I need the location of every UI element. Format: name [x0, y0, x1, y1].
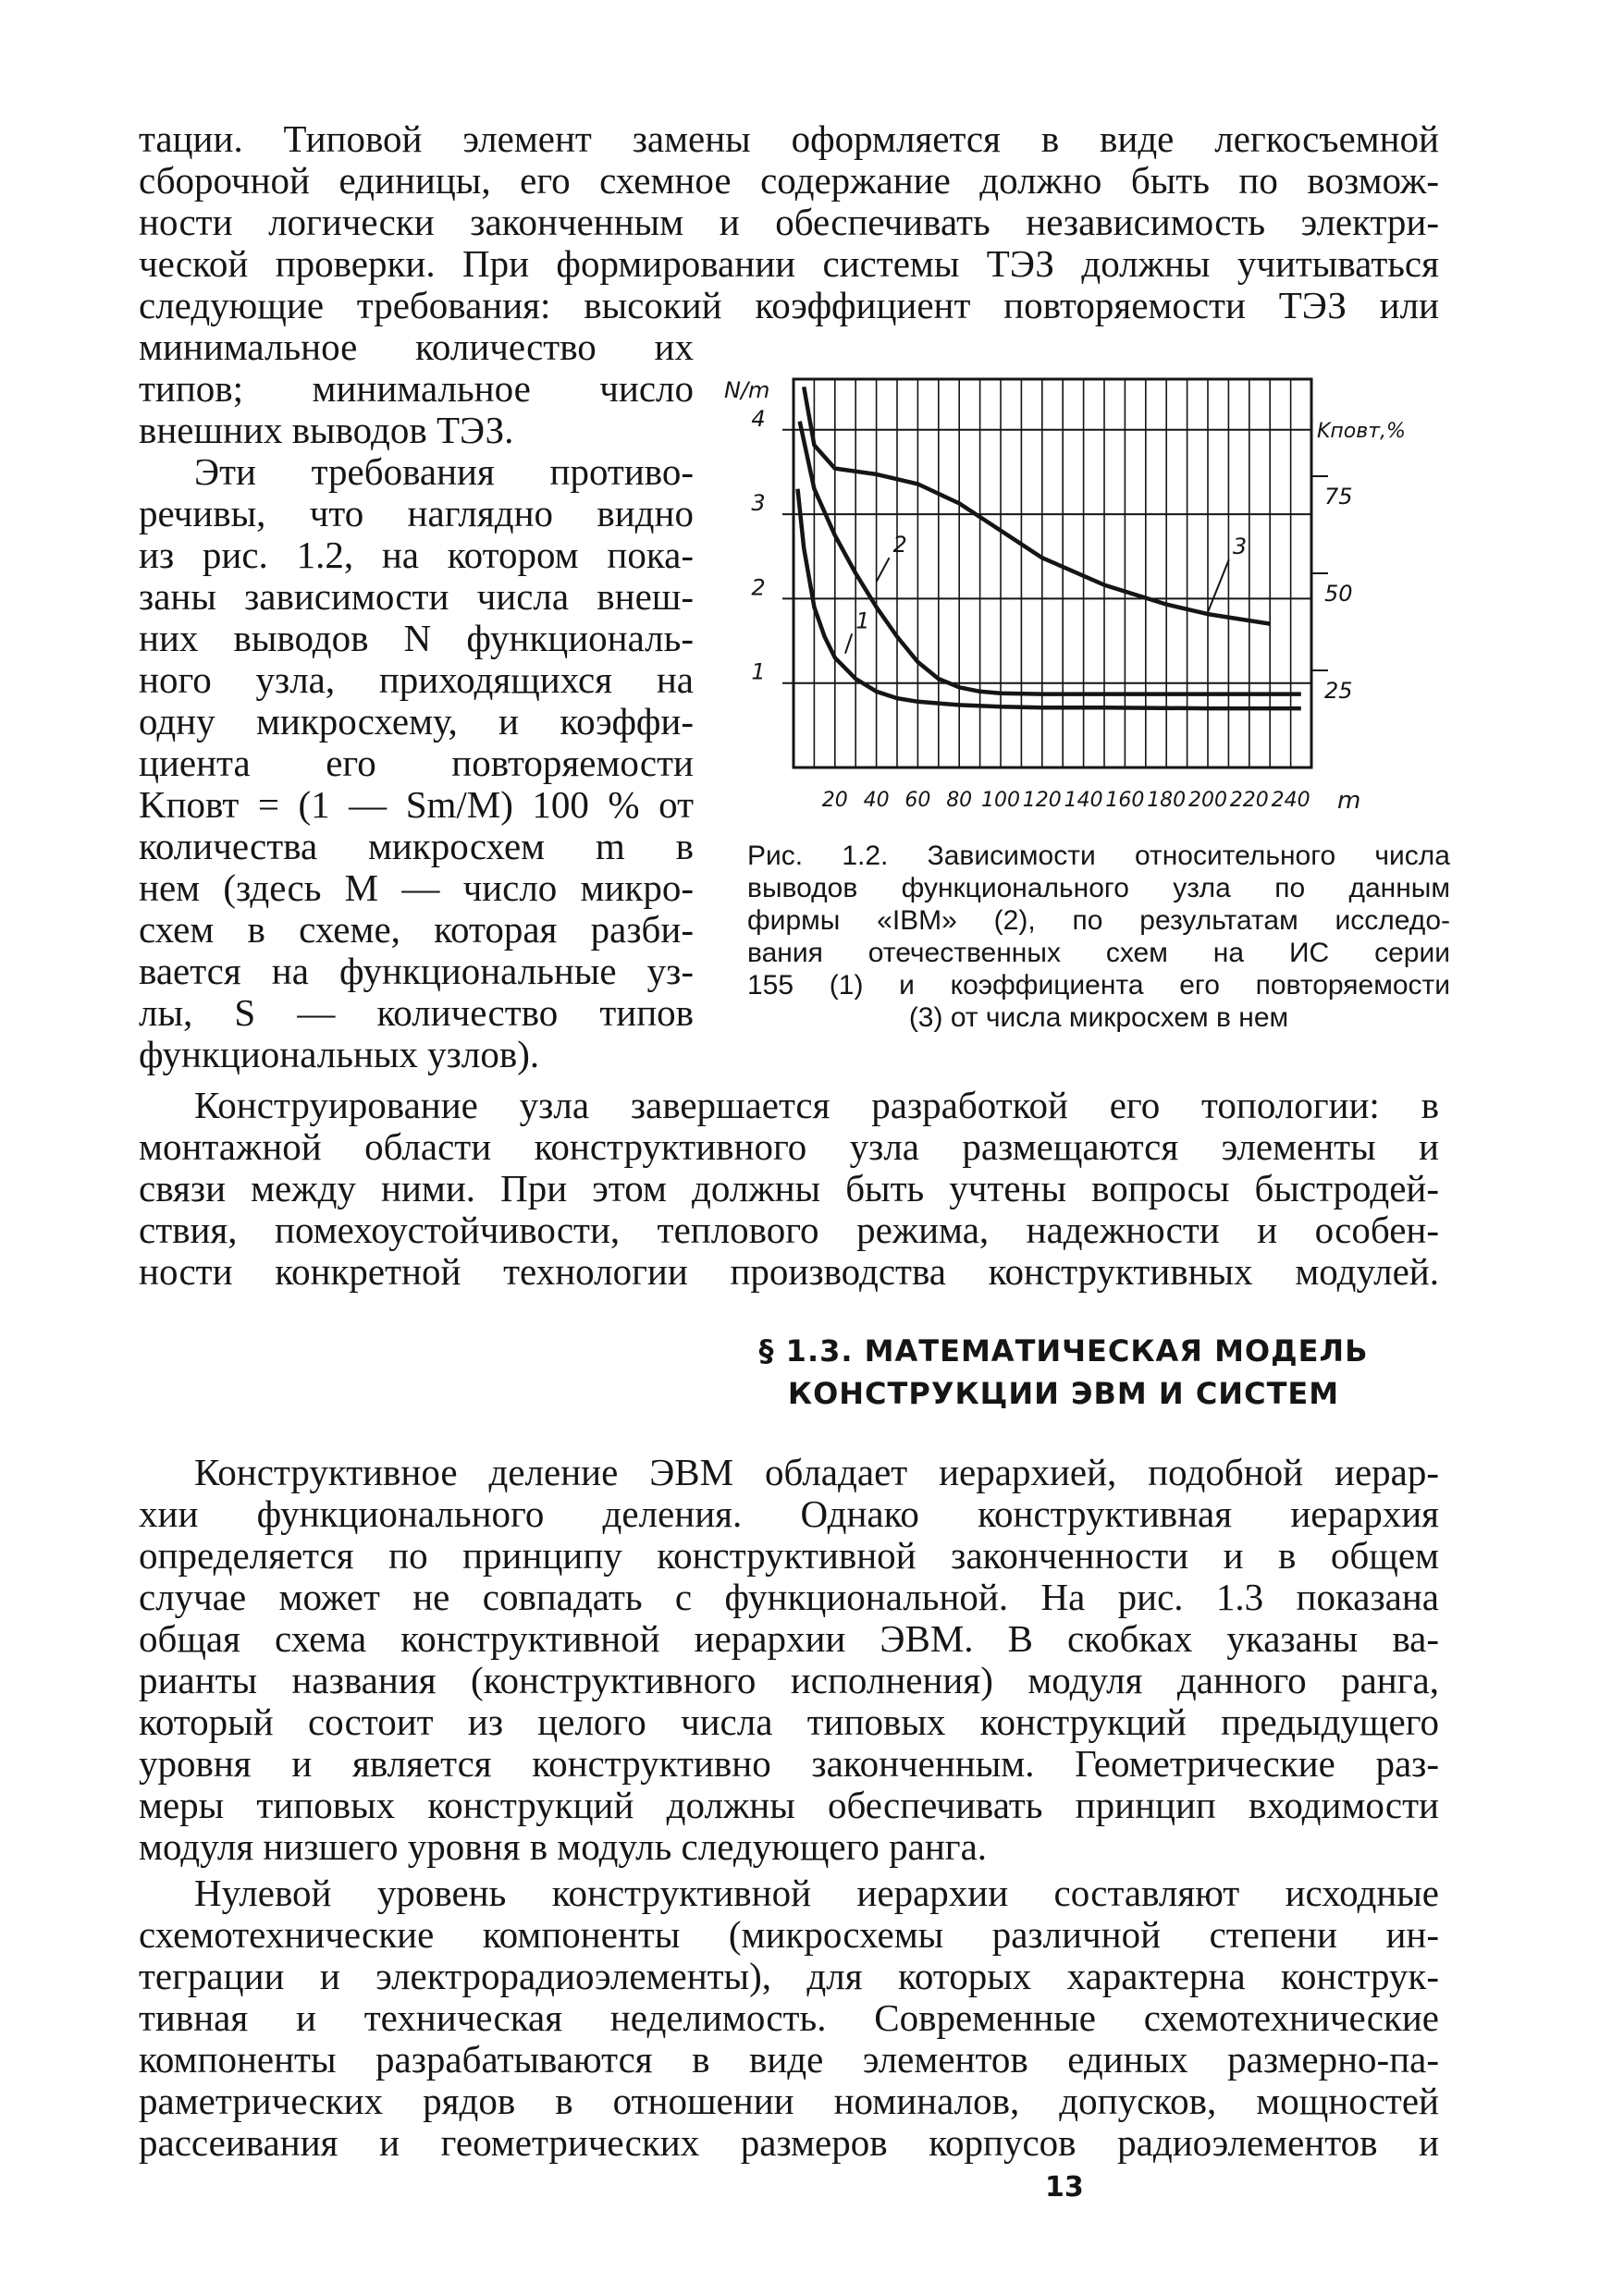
text-line: сборочной единицы, его схемное содержание должно быть по возмож-	[139, 159, 1439, 202]
text-line: уровня и является конструктивно законченным. Геометрические раз-	[139, 1742, 1439, 1785]
text-line: связи между ними. При этом должны быть учтены вопросы быстродей-	[139, 1167, 1439, 1209]
text-line: количества микросхем m в	[139, 825, 694, 867]
page-number: 13	[1045, 2171, 1084, 2204]
paragraph-1-continuation	[139, 326, 694, 451]
text-line: компоненты разрабатываются в виде элементов единых размерно-па-	[139, 2038, 1439, 2081]
y-left-tick-label: 1	[751, 658, 766, 685]
x-tick-label: 160	[1105, 789, 1145, 812]
y-left-tick-label: 4	[751, 405, 766, 432]
x-axis-label: m	[1337, 787, 1361, 815]
text-line: речивы, что наглядно видно	[139, 492, 694, 534]
text-line: Нулевой уровень конструктивной иерархии составляют исходные	[194, 1872, 1439, 1914]
y-right-axis-label: Kповт,%	[1317, 419, 1406, 443]
y-left-axis-label: N/m	[724, 377, 770, 403]
figure-caption	[747, 840, 1450, 1034]
x-tick-label: 40	[863, 789, 890, 812]
text-line: модуля низшего уровня в модуль следующего ранга.	[139, 1825, 988, 1868]
text-line: нем (здесь M — число микро-	[139, 866, 694, 909]
x-tick-label: 20	[821, 789, 848, 812]
text-line: заны зависимости числа внеш-	[139, 575, 694, 618]
curve-label: 3	[1232, 534, 1248, 559]
text-line: рассеивания и геометрических размеров корпусов радиоэлементов и	[139, 2121, 1439, 2164]
text-line: типов; минимальное число	[139, 367, 694, 410]
text-line: который состоит из целого числа типовых конструкций предыдущего	[139, 1701, 1439, 1743]
curve-label: 2	[892, 532, 907, 559]
text-line: одну микросхему, и коэффи-	[139, 700, 694, 743]
text-line: рианты названия (конструктивного исполнения) модуля данного ранга,	[139, 1659, 1439, 1701]
text-line: раметрических рядов в отношении номиналов, допусков, мощностей	[139, 2080, 1439, 2122]
text-line: хии функционального деления. Однако конструктивная иерархия	[139, 1492, 1439, 1535]
curve-label-leader	[845, 633, 852, 653]
text-line: случае может не совпадать с функциональной. На рис. 1.3 показана	[139, 1576, 1439, 1618]
figure-chart	[703, 361, 1406, 823]
curve-label-leader	[1208, 559, 1229, 612]
x-tick-label: 60	[904, 789, 931, 812]
text-line: схемотехнические компоненты (микросхемы различной степени ин-	[139, 1913, 1439, 1956]
text-line: Kповт = (1 — Sm/M) 100 % от	[139, 783, 694, 826]
text-line: схем в схеме, которая разби-	[139, 908, 694, 951]
y-left-tick-label: 3	[751, 490, 766, 517]
text-line: монтажной области конструктивного узла размещаются элементы и	[139, 1125, 1439, 1168]
text-line: определяется по принципу конструктивной законченности и в общем	[139, 1534, 1439, 1577]
section-heading-line-2: КОНСТРУКЦИИ ЭВМ И СИСТЕМ	[787, 1376, 1340, 1411]
series-line-2	[800, 422, 1301, 694]
curve-label: 1	[855, 608, 870, 634]
text-line: следующие требования: высокий коэффициент повторяемости ТЭЗ или	[139, 284, 1439, 326]
paragraph-4	[139, 1452, 1439, 1868]
series-line-3	[804, 387, 1270, 623]
text-line: внешних выводов ТЭЗ.	[139, 409, 514, 451]
text-line: теграции и электрорадиоэлементы), для которых характерна конструк-	[139, 1955, 1439, 1997]
caption-line: Рис. 1.2. Зависимости относительного числа	[747, 841, 1450, 871]
x-tick-label: 140	[1064, 789, 1103, 812]
y-right-tick-label: 25	[1324, 678, 1353, 704]
text-line: тивная и техническая неделимость. Современные схемотехнические	[139, 1996, 1439, 2039]
x-tick-label: 180	[1147, 789, 1187, 812]
text-line: Конструирование узла завершается разработкой его топологии: в	[194, 1084, 1439, 1126]
paragraph-5	[139, 1872, 1439, 2164]
text-line: меры типовых конструкций должны обеспечивать принцип входимости	[139, 1784, 1439, 1826]
paragraph-2	[139, 451, 694, 1075]
text-line: Эти требования противо-	[194, 450, 694, 493]
y-right-tick-label: 50	[1324, 581, 1353, 607]
y-right-tick-label: 75	[1324, 484, 1353, 510]
text-line: них выводов N функциональ-	[139, 617, 694, 659]
text-line: Конструктивное деление ЭВМ обладает иерархией, подобной иерар-	[194, 1451, 1439, 1493]
x-tick-label: 80	[946, 789, 973, 812]
x-tick-label: 100	[981, 789, 1020, 812]
caption-line: фирмы «IBM» (2), по результатам исследо-	[747, 905, 1450, 936]
caption-line: 155 (1) и коэффициента его повторяемости	[747, 970, 1450, 1001]
text-line: ности конкретной технологии производства конструктивных модулей.	[139, 1250, 1439, 1293]
section-heading	[666, 1330, 1461, 1415]
text-line: ности логически законченным и обеспечивать независимость электри-	[139, 201, 1439, 243]
caption-line: (3) от числа микросхем в нем	[908, 1002, 1289, 1033]
x-tick-label: 120	[1022, 789, 1062, 812]
paragraph-3	[139, 1085, 1439, 1293]
text-line: функциональных узлов).	[139, 1033, 540, 1075]
text-line: тации. Типовой элемент замены оформляется в виде легкосъемной	[139, 117, 1439, 160]
text-line: лы, S — количество типов	[139, 991, 694, 1034]
paragraph-1	[139, 118, 1439, 326]
text-line: вается на функциональные уз-	[139, 950, 694, 992]
text-line: ного узла, приходящихся на	[139, 658, 694, 701]
caption-line: выводов функционального узла по данным	[747, 873, 1450, 903]
x-tick-label: 220	[1229, 789, 1269, 812]
text-line: из рис. 1.2, на котором пока-	[139, 534, 694, 576]
text-line: минимальное количество их	[139, 325, 694, 368]
x-tick-label: 240	[1271, 789, 1310, 812]
text-line: общая схема конструктивной иерархии ЭВМ. В скобках указаны ва-	[139, 1617, 1439, 1660]
curve-label-leader	[877, 558, 890, 582]
section-heading-line-1: § 1.3. МАТЕМАТИЧЕСКАЯ МОДЕЛЬ	[758, 1333, 1369, 1369]
text-line: циента его повторяемости	[139, 742, 694, 784]
caption-line: вания отечественных схем на ИС серии	[747, 938, 1450, 968]
text-line: ствия, помехоустойчивости, теплового режима, надежности и особен-	[139, 1209, 1439, 1251]
y-left-tick-label: 2	[751, 574, 766, 601]
text-line: ческой проверки. При формировании системы ТЭЗ должны учитываться	[139, 242, 1439, 285]
x-tick-label: 200	[1188, 789, 1227, 812]
